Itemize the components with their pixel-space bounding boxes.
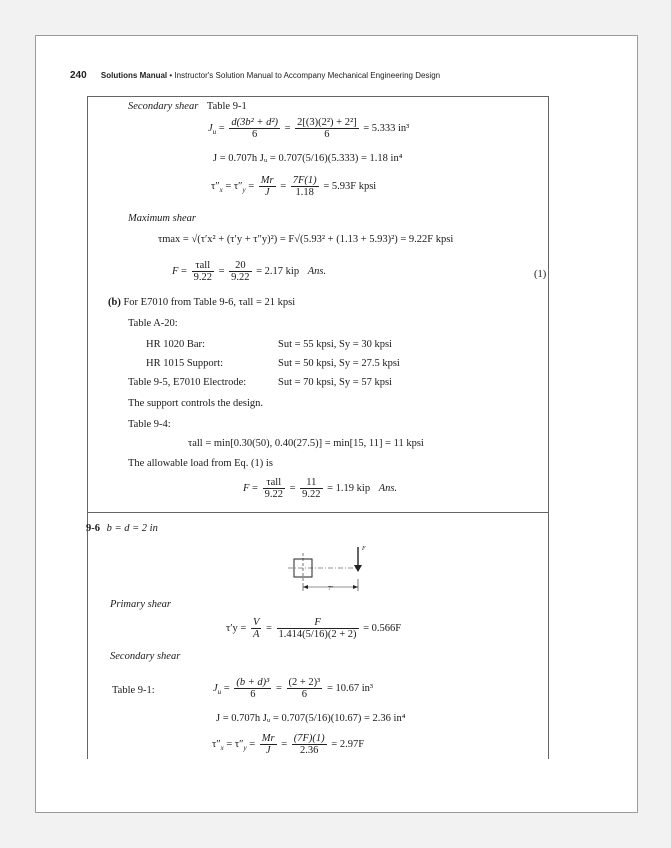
- problem-9-6-header: 9-6 b = d = 2 in: [86, 523, 158, 534]
- tauall-equation: τall = min[0.30(50), 0.40(27.5)] = min[15, 11] = 11 kpsi: [188, 438, 424, 449]
- j2-equation: J = 0.707h Jᵤ = 0.707(5/16)(10.67) = 2.36 in⁴: [216, 713, 406, 724]
- header-subtitle: Instructor's Solution Manual to Accompany Mechanical Engineering Design: [174, 71, 441, 80]
- max-shear-label: Maximum shear: [128, 213, 196, 224]
- taumax-equation: τmax = √(τ′x² + (τ′y + τ″y)²) = F√(5.93² + (1.13 + 5.93)²) = 9.22F kpsi: [158, 234, 454, 245]
- header-bullet: •: [169, 71, 173, 80]
- secondary-shear-label-2: Secondary shear: [110, 651, 181, 662]
- ju2-equation: $J_u$ = $\frac{\text{(b + d)³}}{6}$ = $\frac{\text{(2 + 2)³}}{6}$ = 10.67 in³: [213, 677, 374, 700]
- primary-shear-label: Primary shear: [110, 599, 171, 610]
- part-b-intro: (b) For E7010 from Table 9-6, τall = 21 kpsi: [108, 297, 296, 308]
- ju-equation: $J_u$ = $\frac{\text{d(3b² + d²)}}{6}$ = $\frac{\text{2[(3)(2²) + 2²]}}{6}$ = 5.333 in³: [208, 117, 410, 140]
- table-91-ref: Table 9-1:: [112, 685, 155, 696]
- figure-dimension-label: 7": [328, 586, 334, 592]
- figure-force-label: F: [362, 546, 366, 552]
- primary-shear-equation: τ′y = $\frac{V}{A}$ = $\frac{F}{1.414(5/16)(2 + 2)}$ = 0.566F: [226, 617, 402, 640]
- running-header: [70, 70, 440, 81]
- solution-box-9-5: [87, 96, 549, 514]
- hr1020-values: Sut = 55 kpsi, Sy = 30 kpsi: [278, 339, 392, 350]
- equation-number: (1): [534, 269, 547, 280]
- table-a20-ref: Table A-20:: [128, 318, 178, 329]
- tau-equation: $\tau''_x = \tau''_y$ = $\frac{Mr}{J}$ = $\frac{7F(1)}{1.18}$ = 5.93F kpsi: [211, 175, 377, 198]
- hr1015-values: Sut = 50 kpsi, Sy = 27.5 kpsi: [278, 358, 400, 369]
- f-equation: F = $\frac{\text{τall}}{9.22}$ = $\frac{20}{9.22}$ = 2.17 kip Ans.: [172, 260, 327, 283]
- f2-equation: F = $\frac{\text{τall}}{9.22}$ = $\frac{11}{9.22}$ = 1.19 kip Ans.: [243, 477, 398, 500]
- support-controls: The support controls the design.: [128, 398, 264, 409]
- page-number: 240: [70, 70, 87, 81]
- table-95-values: Sut = 70 kpsi, Sy = 57 kpsi: [278, 377, 392, 388]
- header-title: Solutions Manual: [100, 71, 168, 80]
- hr1015-label: HR 1015 Support:: [146, 358, 224, 369]
- solution-box-9-6: [87, 512, 549, 759]
- table-95-ref: Table 9-5, E7010 Electrode:: [128, 377, 247, 388]
- secondary-shear-label: Secondary shear Table 9-1: [128, 101, 247, 112]
- table-94-ref: Table 9-4:: [128, 419, 171, 430]
- j-equation: J = 0.707h Jᵤ = 0.707(5/16)(5.333) = 1.18 in⁴: [213, 153, 403, 164]
- hr1020-label: HR 1020 Bar:: [146, 339, 205, 350]
- tau2-equation: $\tau''_x = \tau''_y$ = $\frac{Mr}{J}$ = $\frac{(7F)(1)}{2.36}$ = 2.97F: [212, 733, 365, 756]
- allowable-load-text: The allowable load from Eq. (1) is: [128, 458, 273, 469]
